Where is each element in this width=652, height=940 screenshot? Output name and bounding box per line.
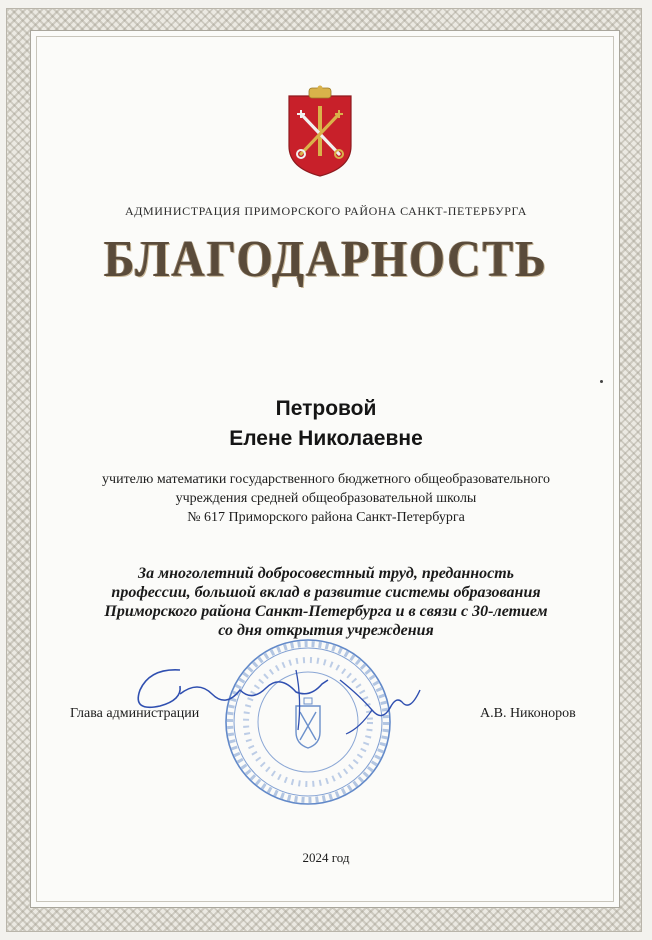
saint-petersburg-coat-of-arms-icon xyxy=(285,84,355,178)
reason-line: За многолетний добросовестный труд, преданность xyxy=(137,565,514,582)
position-line: учреждения средней общеобразовательной школы xyxy=(175,491,477,506)
handwritten-signature xyxy=(120,650,450,740)
reason-line: Приморского района Санкт-Петербурга и в связи с 30-летием xyxy=(104,603,548,620)
position-line: № 617 Приморского района Санкт-Петербурга xyxy=(187,510,465,525)
signer-name: А.В. Никоноров xyxy=(480,706,576,721)
signer-title: Глава администрации xyxy=(70,706,200,721)
issue-year: 2024 год xyxy=(302,850,350,865)
reason-line: со дня открытия учреждения xyxy=(218,622,434,639)
paper-speck xyxy=(600,380,603,383)
recipient-surname: Петровой xyxy=(275,397,377,420)
award-reason xyxy=(40,564,612,640)
reason-line: профессии, большой вклад в развитие системы образования xyxy=(111,584,541,601)
recipient-position xyxy=(40,470,612,527)
recipient-name xyxy=(40,394,612,454)
position-line: учителю математики государственного бюджетного общеобразовательного xyxy=(102,472,550,487)
certificate-title: БЛАГОДАРНОСТЬ xyxy=(104,229,548,288)
recipient-given-names: Елене Николаевне xyxy=(229,427,423,450)
issuing-organization: АДМИНИСТРАЦИЯ ПРИМОРСКОГО РАЙОНА САНКТ-ПЕТЕРБУРГА xyxy=(124,204,528,218)
